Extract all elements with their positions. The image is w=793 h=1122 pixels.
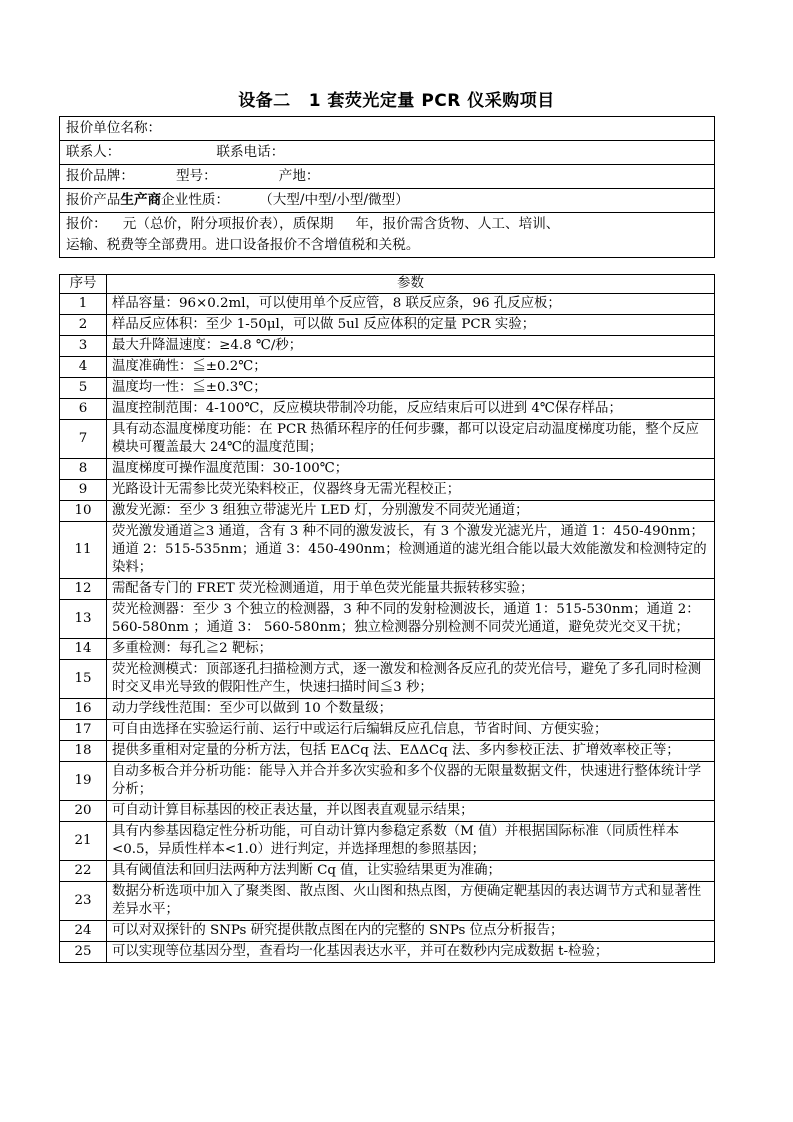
spec-row-number: 8 [60, 459, 107, 480]
info-row-brand [60, 165, 715, 189]
manufacturer-label: 生产商 [120, 192, 162, 208]
spec-row-text: 样品容量：96×0.2ml，可以使用单个反应管，8 联反应条，96 孔反应板； [107, 294, 715, 315]
spec-row-number: 25 [60, 942, 107, 963]
spec-row-number: 20 [60, 801, 107, 822]
info-row-contact [60, 141, 715, 165]
spec-row-text: 荧光检测器：至少 3 个独立的检测器，3 种不同的发射检测波长，通道 1：515-530nm；通道 2：560-580nm ；通道 3： 560-580nm；独立检测器分别检测不同荧光通道，避免荧光交叉干扰； [107, 600, 715, 639]
spec-row-number: 6 [60, 399, 107, 420]
spec-row-text: 需配备专门的 FRET 荧光检测通道，用于单色荧光能量共振转移实验； [107, 579, 715, 600]
spec-row [60, 501, 715, 522]
spec-row-text: 最大升降温速度：≥4.8 ℃/秒； [107, 336, 715, 357]
spec-row-text: 样品反应体积：至少 1-50μl，可以做 5ul 反应体积的定量 PCR 实验； [107, 315, 715, 336]
spec-row-number: 18 [60, 741, 107, 762]
header-param: 参数 [107, 275, 715, 294]
spec-row-number: 3 [60, 336, 107, 357]
spec-row-number: 15 [60, 660, 107, 699]
spec-row-number: 16 [60, 699, 107, 720]
spec-header-row [60, 275, 715, 294]
spec-row [60, 480, 715, 501]
header-no: 序号 [60, 275, 107, 294]
spec-row-number: 19 [60, 762, 107, 801]
spec-row-text: 具有动态温度梯度功能：在 PCR 热循环程序的任何步骤，都可以设定启动温度梯度功能，整个反应模块可覆盖最大 24℃的温度范围； [107, 420, 715, 459]
spec-row [60, 378, 715, 399]
model-field: 型号： [175, 168, 217, 184]
spec-row [60, 882, 715, 921]
spec-row-number: 4 [60, 357, 107, 378]
spec-row [60, 357, 715, 378]
spec-row [60, 861, 715, 882]
spec-row [60, 294, 715, 315]
spec-row-text: 具有内参基因稳定性分析功能，可自动计算内参稳定系数（M 值）并根据国际标准（同质性样本<0.5，异质性样本<1.0）进行判定，并选择理想的参照基因； [107, 822, 715, 861]
spec-row [60, 720, 715, 741]
spec-row [60, 420, 715, 459]
spec-row-text: 具有阈值法和回归法两种方法判断 Cq 值，让实验结果更为准确； [107, 861, 715, 882]
spec-row-text: 光路设计无需参比荧光染料校正，仪器终身无需光程校正； [107, 480, 715, 501]
spec-row-text: 可以对双探针的 SNPs 研究提供散点图在内的完整的 SNPs 位点分析报告； [107, 921, 715, 942]
spec-row [60, 822, 715, 861]
spec-row [60, 399, 715, 420]
price-tax-note: 运输、税费等全部费用。进口设备报价不含增值税和关税。 [66, 237, 420, 253]
spec-table [59, 274, 715, 963]
spec-row-number: 7 [60, 420, 107, 459]
spec-row [60, 699, 715, 720]
spec-row [60, 762, 715, 801]
spec-row [60, 579, 715, 600]
spec-row-text: 激发光源：至少 3 组独立带滤光片 LED 灯，分别激发不同荧光通道； [107, 501, 715, 522]
spec-row-text: 温度梯度可操作温度范围：30-100℃； [107, 459, 715, 480]
spec-row-number: 5 [60, 378, 107, 399]
spec-row [60, 639, 715, 660]
product-prefix: 报价产品 [66, 192, 121, 208]
title-part2: 1 套荧光定量 PCR 仪采购项目 [308, 91, 555, 111]
spec-row [60, 921, 715, 942]
spec-row-text: 温度准确性：≦±0.2℃； [107, 357, 715, 378]
spec-row [60, 522, 715, 579]
spec-row [60, 315, 715, 336]
spec-row-text: 动力学线性范围：至少可以做到 10 个数量级； [107, 699, 715, 720]
origin-field: 产地： [278, 168, 320, 184]
info-row-manufacturer [60, 189, 715, 213]
title-part1: 设备二 [238, 91, 291, 111]
spec-row-text: 可自动计算目标基因的校正表达量，并以图表直观显示结果； [107, 801, 715, 822]
info-row-price [60, 213, 715, 258]
contact-phone-field: 联系电话： [216, 144, 285, 160]
price-includes-note: 年，报价需含货物、人工、培训、 [355, 216, 560, 232]
spec-row-number: 23 [60, 882, 107, 921]
spec-row-text: 数据分析选项中加入了聚类图、散点图、火山图和热点图，方便确定靶基因的表达调节方式和显著性差异水平； [107, 882, 715, 921]
spec-row-number: 14 [60, 639, 107, 660]
price-total-note: 元（总价，附分项报价表），质保期 [122, 216, 334, 232]
spec-row-number: 10 [60, 501, 107, 522]
info-row-bidder [60, 117, 715, 141]
spec-row [60, 459, 715, 480]
spec-row [60, 336, 715, 357]
spec-row-text: 温度均一性：≦±0.3℃； [107, 378, 715, 399]
spec-row [60, 942, 715, 963]
enterprise-size-options: （大型/中型/小型/微型） [259, 192, 409, 208]
spec-row-number: 1 [60, 294, 107, 315]
spec-row-text: 提供多重相对定量的分析方法，包括 EΔCq 法、EΔΔCq 法、多内参校正法、扩增效率校正等； [107, 741, 715, 762]
spec-row [60, 660, 715, 699]
spec-row-text: 多重检测：每孔≧2 靶标； [107, 639, 715, 660]
contact-person-field: 联系人： [66, 144, 121, 160]
spec-row-number: 11 [60, 522, 107, 579]
spec-row [60, 600, 715, 639]
spec-row-text: 可自由选择在实验运行前、运行中或运行后编辑反应孔信息，节省时间、方便实验； [107, 720, 715, 741]
spec-row-number: 12 [60, 579, 107, 600]
spec-row [60, 801, 715, 822]
page-title [0, 86, 793, 111]
spec-row-text: 荧光检测模式：顶部逐孔扫描检测方式，逐一激发和检测各反应孔的荧光信号，避免了多孔同时检测时交叉串光导致的假阳性产生，快速扫描时间≦3 秒； [107, 660, 715, 699]
spec-row-number: 9 [60, 480, 107, 501]
bidder-info-table [59, 116, 715, 258]
spec-row [60, 741, 715, 762]
enterprise-nature-field: 企业性质： [161, 192, 230, 208]
spec-row-number: 2 [60, 315, 107, 336]
spec-row-text: 自动多板合并分析功能：能导入并合并多次实验和多个仪器的无限量数据文件，快速进行整体统计学分析； [107, 762, 715, 801]
bidder-name-field: 报价单位名称： [60, 117, 715, 141]
spec-row-number: 21 [60, 822, 107, 861]
spec-row-number: 24 [60, 921, 107, 942]
spec-row-text: 温度控制范围：4-100℃，反应模块带制冷功能，反应结束后可以进到 4℃保存样品； [107, 399, 715, 420]
spec-row-text: 可以实现等位基因分型，查看均一化基因表达水平，并可在数秒内完成数据 t-检验； [107, 942, 715, 963]
price-label: 报价： [66, 216, 107, 232]
brand-field: 报价品牌： [66, 168, 134, 184]
spec-row-number: 13 [60, 600, 107, 639]
spec-row-number: 17 [60, 720, 107, 741]
spec-row-number: 22 [60, 861, 107, 882]
spec-row-text: 荧光激发通道≧3 通道，含有 3 种不同的激发波长，有 3 个激发光滤光片，通道 1：450-490nm；通道 2：515-535nm；通道 3：450-490nm；检测通道的滤光组合能以最大效能激发和检测特定的染料； [107, 522, 715, 579]
spec-body [60, 294, 715, 963]
